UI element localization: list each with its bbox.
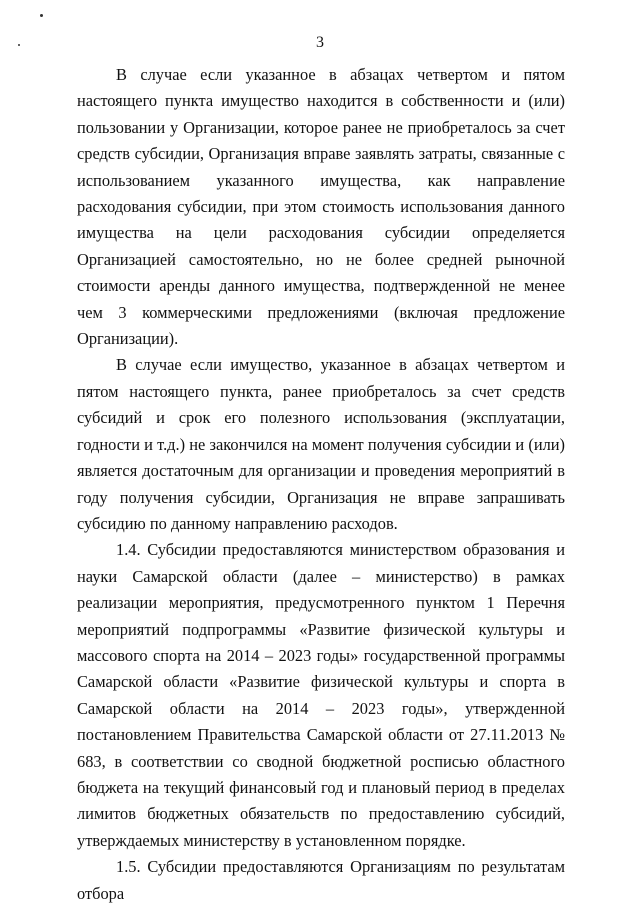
paragraph-previously-purchased-property: В случае если имущество, указанное в абзацах четвертом и пятом настоящего пункта, ранее приобреталось за счет средств субсидий и срок его полезного использования (эксплуатации, годности и т.д.) не закончился на момент получения субсидии и (или) является достаточным для организации и проведения мероприятий в году получения субсидии, Организация не вправе запрашивать субсидию по данному направлению расходов.: [77, 355, 565, 533]
page-number: 3: [316, 34, 324, 51]
paragraph-1-5-selection: 1.5. Субсидии предоставляются Организациям по результатам отбора: [77, 857, 565, 903]
document-body: [77, 62, 565, 907]
scan-speck: [40, 14, 43, 17]
paragraph-property-use-costs: В случае если указанное в абзацах четвертом и пятом настоящего пункта имущество находится в собственности и (или) пользовании у Организации, которое ранее не приобреталось за счет средств субсидии, Организация вправе заявлять затраты, связанные с использованием указанного имущества, как направление расходования субсидии, при этом стоимость использования данного имущества на цели расходования субсидии определяется Организацией самостоятельно, но не более средней рыночной стоимости аренды данного имущества, подтвержденной не менее чем 3 коммерческими предложениями (включая предложение Организации).: [77, 65, 565, 349]
paragraph-1-4-subsidy-provision: 1.4. Субсидии предоставляются министерством образования и науки Самарской области (далее – министерство) в рамках реализации мероприятия, предусмотренного пунктом 1 Перечня мероприятий подпрограммы «Развитие физической культуры и массового спорта на 2014 – 2023 годы» государственной программы Самарской области «Развитие физической культуры и спорта в Самарской области на 2014 – 2023 годы», утвержденной постановлением Правительства Самарской области от 27.11.2013 № 683, в соответствии со сводной бюджетной росписью областного бюджета на текущий финансовый год и плановый период в пределах лимитов бюджетных обязательств по предоставлению субсидий, утверждаемых министерству в установленном порядке.: [77, 540, 565, 850]
